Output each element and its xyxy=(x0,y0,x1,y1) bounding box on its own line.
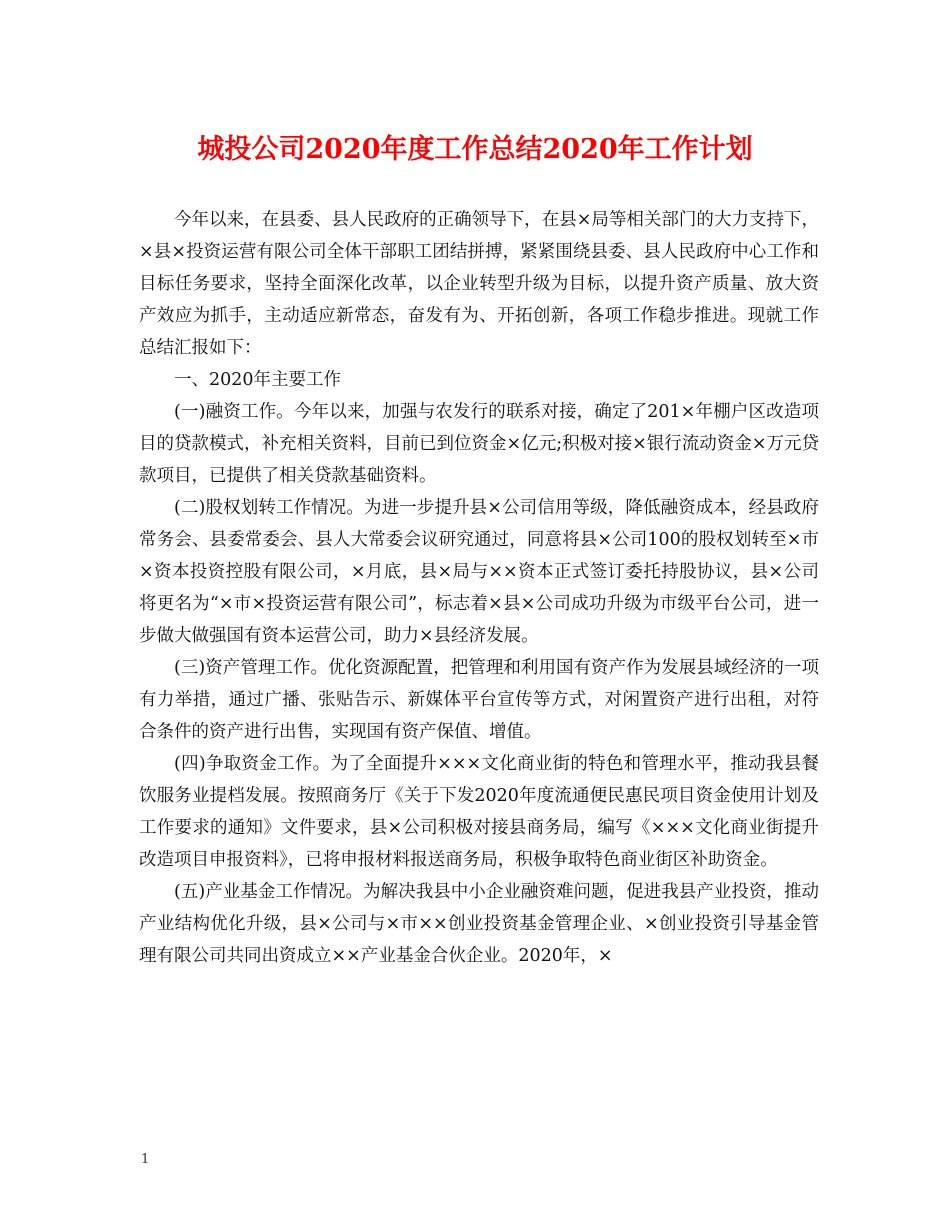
page-number: 1 xyxy=(141,1152,150,1167)
section-heading: 一、2020年主要工作 xyxy=(174,370,342,390)
intro-paragraph: 今年以来，在县委、县人民政府的正确领导下，在县×局等相关部门的大力支持下，×县×投资运营有限公司全体干部职工团结拼搏，紧紧围绕县委、县人民政府中心工作和目标任务要求，坚持全面深化改革，以企业转型升级为目标，以提升资产质量、放大资产效应为抓手，主动适应新常态，奋发有为、开拓创新，各项工作稳步推进。现就工作总结汇报如下： xyxy=(139,210,819,358)
industry-fund-paragraph: (五)产业基金工作情况。为解决我县中小企业融资难问题，促进我县产业投资，推动产业结构优化升级，县×公司与×市××创业投资基金管理企业、×创业投资引导基金管理有限公司共同出资成立××产业基金合伙企业。2020年，× xyxy=(139,882,819,966)
document-title: 城投公司2020年度工作总结2020年工作计划 xyxy=(197,134,753,165)
equity-transfer-paragraph: (二)股权划转工作情况。为进一步提升县×公司信用等级，降低融资成本，经县政府常务会、县委常委会、县人大常委会议研究通过，同意将县×公司100的股权划转至×市×资本投资控股有限公司，×月底，县×局与××资本正式签订委托持股协议，县×公司将更名为“×市×投资运营有限公司”，标志着×县×公司成功升级为市级平台公司，进一步做大做强国有资本运营公司，助力×县经济发展。 xyxy=(139,498,819,646)
funding-paragraph: (四)争取资金工作。为了全面提升×××文化商业街的特色和管理水平，推动我县餐饮服务业提档发展。按照商务厅《关于下发2020年度流通便民惠民项目资金使用计划及工作要求的通知》文件要求，县×公司积极对接县商务局，编写《×××文化商业街提升改造项目申报资料》，已将申报材料报送商务局，积极争取特色商业街区补助资金。 xyxy=(139,754,819,870)
asset-management-paragraph: (三)资产管理工作。优化资源配置，把管理和利用国有资产作为发展县域经济的一项有力举措，通过广播、张贴告示、新媒体平台宣传等方式，对闲置资产进行出租，对符合条件的资产进行出售，实现国有资产保值、增值。 xyxy=(139,658,819,742)
financing-paragraph: (一)融资工作。今年以来，加强与农发行的联系对接，确定了201×年棚户区改造项目的贷款模式，补充相关资料，目前已到位资金×亿元;积极对接×银行流动资金×万元贷款项目，已提供了相关贷款基础资料。 xyxy=(139,402,819,486)
document-body xyxy=(139,204,819,972)
